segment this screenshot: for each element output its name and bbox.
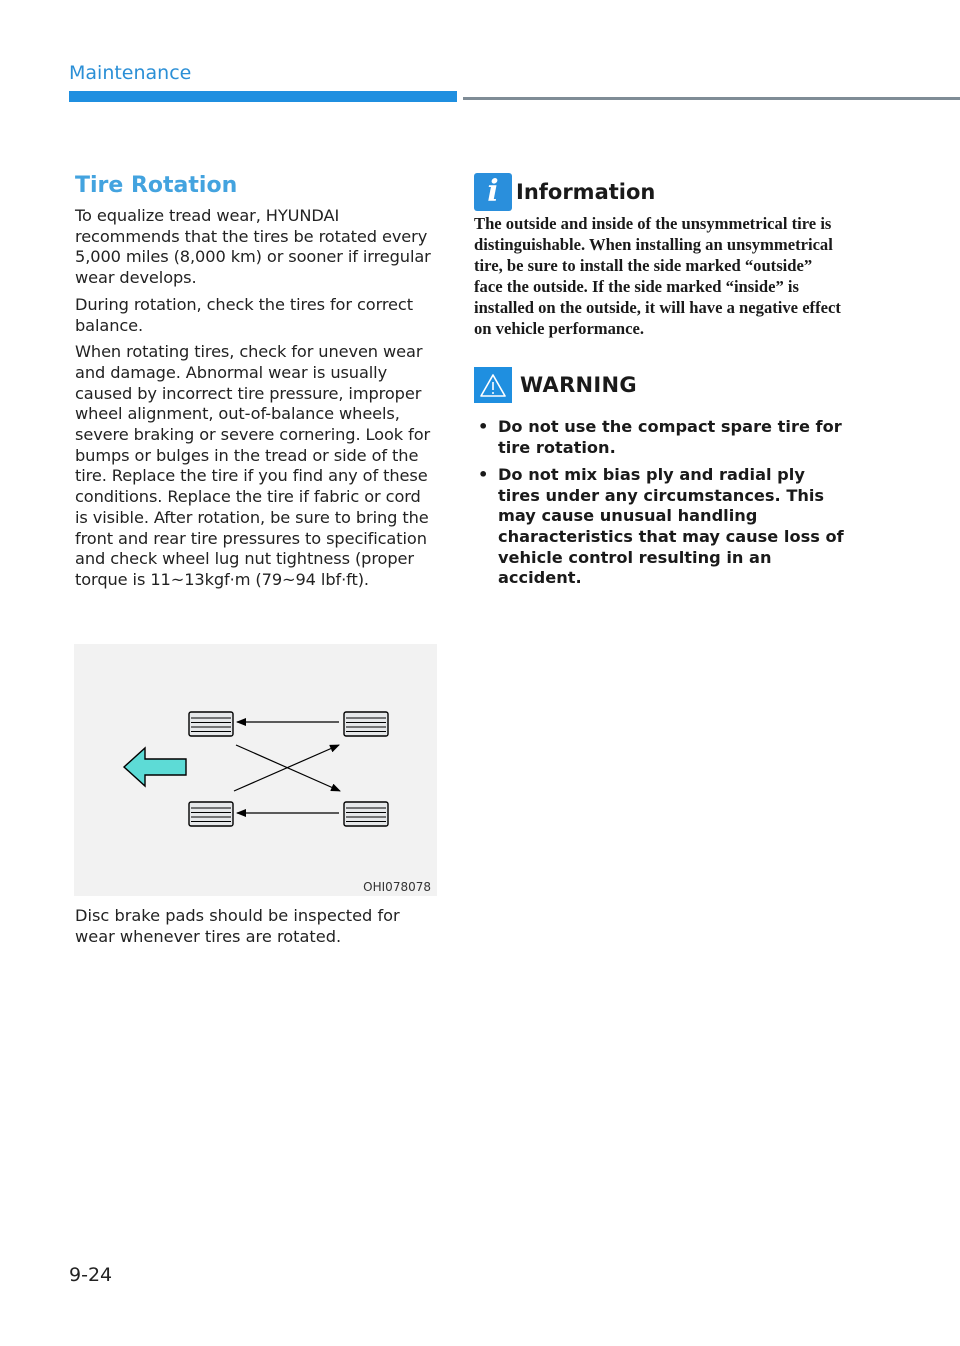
left-column xyxy=(75,172,437,597)
information-title: Information xyxy=(516,180,656,204)
tire-front-right xyxy=(344,712,388,736)
tire-front-left xyxy=(189,712,233,736)
warning-item-text: Do not use the compact spare tire for tire rotation. xyxy=(498,417,842,458)
warning-item xyxy=(474,417,844,458)
section-title: Tire Rotation xyxy=(75,173,238,198)
paragraph: During rotation, check the tires for correct balance. xyxy=(75,294,413,335)
warning-triangle-icon xyxy=(474,367,512,403)
tire-rear-left xyxy=(189,802,233,826)
warning-item-text: Do not mix bias ply and radial ply tires under any circumstances. This may cause unusual handling characteristics that may cause loss of vehicle control resulting in an accident. xyxy=(498,464,844,588)
paragraph: Disc brake pads should be inspected for wear whenever tires are rotated. xyxy=(75,906,400,946)
tire-rear-right xyxy=(344,802,388,826)
info-icon: i xyxy=(474,173,512,211)
rotation-diagram-svg xyxy=(74,644,437,896)
warning-header xyxy=(474,365,844,405)
bullet: • xyxy=(478,464,489,484)
header-rule-blue xyxy=(69,91,457,102)
paragraph: To equalize tread wear, HYUNDAI recommends that the tires be rotated every 5,000 miles (8,000 km) or sooner if irregular wear develops. xyxy=(75,206,431,288)
forward-direction-arrow-icon xyxy=(124,748,186,786)
page-number: 9-24 xyxy=(69,1264,113,1286)
right-column xyxy=(474,172,844,595)
paragraph: When rotating tires, check for uneven wear and damage. Abnormal wear is usually caused by incorrect tire pressure, improper wheel alignment, out-of-balance wheels, severe braking or severe cornering. Look for bumps or bulges in the tread or side of the tire. Replace the tire if you find any of these conditions. Replace the tire if fabric or cord is visible. After rotation, be sure to bring the front and rear tire pressures to specification and check wheel lug nut tightness (proper torque is 11~13kgf·m (79~94 lbf·ft). xyxy=(75,342,431,589)
section-label: Maintenance xyxy=(69,62,192,84)
header-rule-gray xyxy=(463,97,960,100)
warning-item xyxy=(474,465,844,589)
information-header xyxy=(474,172,844,212)
bullet: • xyxy=(478,417,489,437)
information-body: The outside and inside of the unsymmetrical tire is distinguishable. When installing an unsymmetrical tire, be sure to install the side marked “outside” face the outside. If the side marked “inside” is installed on the outside, it will have a negative effect on vehicle performance. xyxy=(474,214,841,338)
tire-rotation-diagram xyxy=(74,644,437,896)
warning-title: WARNING xyxy=(520,373,637,398)
figure-code: OHI078078 xyxy=(363,880,431,894)
warning-list xyxy=(474,417,844,589)
